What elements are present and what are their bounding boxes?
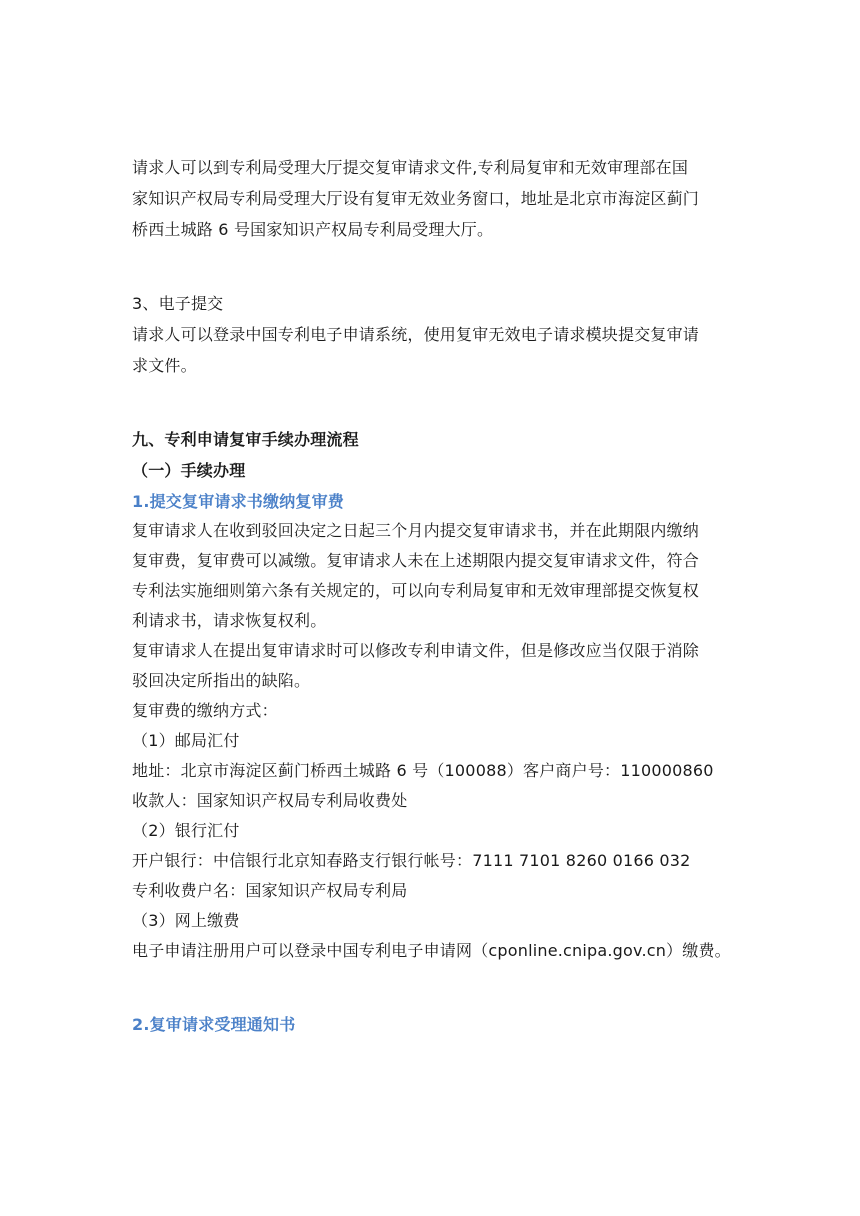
paragraph-line: 请求人可以到专利局受理大厅提交复审请求文件,专利局复审和无效审理部在国 (132, 158, 689, 177)
paragraph-line: 驳回决定所指出的缺陷。 (132, 671, 311, 690)
bank-account-name: 专利收费户名：国家知识产权局专利局 (132, 881, 408, 900)
paragraph-line: 复审请求人在提出复审请求时可以修改专利申请文件，但是修改应当仅限于消除 (132, 641, 700, 660)
paragraph-line: 请求人可以登录中国专利电子申请系统，使用复审无效电子请求模块提交复审请 (132, 325, 700, 344)
step1-heading: 1.提交复审请求书缴纳复审费 (132, 492, 345, 511)
online-payment-label: （3）网上缴费 (132, 911, 240, 930)
paragraph-line: 家知识产权局专利局受理大厅设有复审无效业务窗口，地址是北京市海淀区蓟门 (132, 189, 700, 208)
electronic-submission-heading: 3、电子提交 (132, 294, 224, 313)
section-title: 九、专利申请复审手续办理流程 (132, 430, 359, 449)
post-address: 地址：北京市海淀区蓟门桥西土城路 6 号（100088）客户商户号：110000860 (132, 761, 714, 780)
bank-account: 开户银行：中信银行北京知春路支行银行帐号：7111 7101 8260 0166 032 (132, 851, 691, 870)
step2-heading: 2.复审请求受理通知书 (132, 1015, 296, 1034)
post-payee: 收款人：国家知识产权局专利局收费处 (132, 791, 408, 810)
bank-payment-label: （2）银行汇付 (132, 821, 240, 840)
payment-intro: 复审费的缴纳方式： (132, 701, 278, 720)
post-payment-label: （1）邮局汇付 (132, 731, 240, 750)
paragraph-line: 复审费，复审费可以减缴。复审请求人未在上述期限内提交复审请求文件，符合 (132, 551, 700, 570)
paragraph-line: 利请求书，请求恢复权利。 (132, 611, 327, 630)
paragraph-line: 复审请求人在收到驳回决定之日起三个月内提交复审请求书，并在此期限内缴纳 (132, 521, 700, 540)
online-payment-text: 电子申请注册用户可以登录中国专利电子申请网（cponline.cnipa.gov.cn）缴费。 (132, 941, 731, 960)
paragraph-line: 桥西土城路 6 号国家知识产权局专利局受理大厅。 (132, 220, 494, 239)
paragraph-line: 专利法实施细则第六条有关规定的，可以向专利局复审和无效审理部提交恢复权 (132, 581, 700, 600)
paragraph-line: 求文件。 (132, 356, 197, 375)
section-subtitle: （一）手续办理 (132, 461, 246, 480)
